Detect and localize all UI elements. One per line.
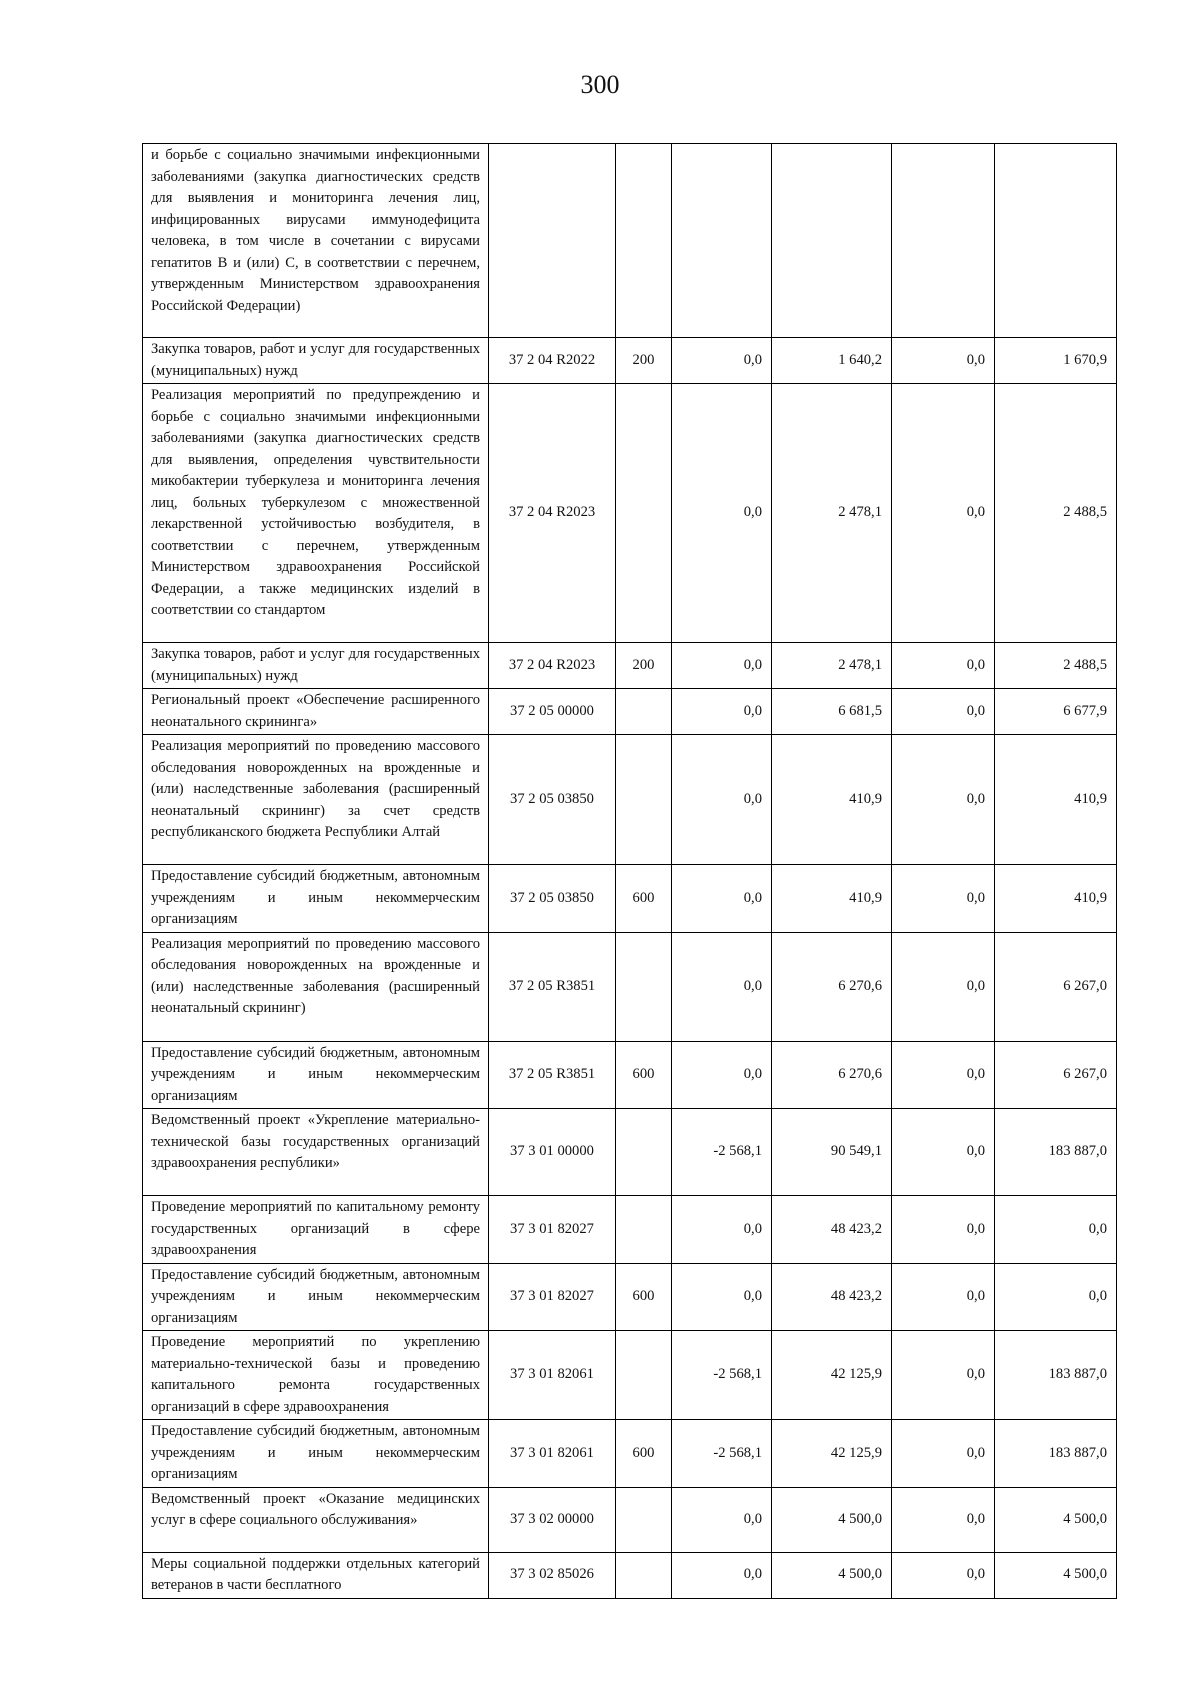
row-code-cell: 37 2 05 R3851 [489, 932, 616, 1041]
row-value-2-cell: 410,9 [772, 735, 892, 865]
table-row [143, 1487, 1117, 1552]
row-code-cell: 37 2 05 03850 [489, 735, 616, 865]
row-name-cell: Проведение мероприятий по капитальному ремонту государственных организаций в сфере здравоохранения [143, 1196, 489, 1264]
row-code-cell: 37 3 01 82027 [489, 1196, 616, 1264]
table-row [143, 689, 1117, 735]
row-value-4-cell: 1 670,9 [995, 338, 1117, 384]
row-code-cell: 37 2 04 R2023 [489, 643, 616, 689]
row-value-4-cell [995, 144, 1117, 338]
row-value-4-cell: 183 887,0 [995, 1109, 1117, 1196]
row-value-1-cell [672, 144, 772, 338]
row-value-4-cell: 4 500,0 [995, 1487, 1117, 1552]
row-code-cell: 37 2 05 03850 [489, 865, 616, 933]
row-value-3-cell: 0,0 [892, 1041, 995, 1109]
row-value-4-cell: 183 887,0 [995, 1331, 1117, 1420]
row-value-2-cell: 42 125,9 [772, 1420, 892, 1488]
row-value-2-cell: 90 549,1 [772, 1109, 892, 1196]
row-value-4-cell: 2 488,5 [995, 384, 1117, 643]
row-expense-type-cell [616, 1552, 672, 1598]
row-value-2-cell: 48 423,2 [772, 1263, 892, 1331]
row-value-4-cell: 6 267,0 [995, 932, 1117, 1041]
table-row [143, 1196, 1117, 1264]
table-row [143, 865, 1117, 933]
table-row [143, 643, 1117, 689]
row-value-3-cell: 0,0 [892, 735, 995, 865]
row-value-3-cell: 0,0 [892, 1552, 995, 1598]
row-value-1-cell: 0,0 [672, 1263, 772, 1331]
row-name-cell: Ведомственный проект «Укрепление материально-технической базы государственных организаций здравоохранения республики» [143, 1109, 489, 1196]
row-expense-type-cell: 600 [616, 1041, 672, 1109]
row-name-cell: Предоставление субсидий бюджетным, автономным учреждениям и иным некоммерческим организациям [143, 1263, 489, 1331]
row-value-3-cell [892, 144, 995, 338]
row-expense-type-cell [616, 384, 672, 643]
table-row [143, 735, 1117, 865]
row-name-cell: Ведомственный проект «Оказание медицинских услуг в сфере социального обслуживания» [143, 1487, 489, 1552]
row-name-cell: Региональный проект «Обеспечение расширенного неонатального скрининга» [143, 689, 489, 735]
row-value-4-cell: 6 677,9 [995, 689, 1117, 735]
row-value-1-cell: 0,0 [672, 932, 772, 1041]
row-code-cell [489, 144, 616, 338]
table-row [143, 338, 1117, 384]
row-value-4-cell: 2 488,5 [995, 643, 1117, 689]
row-expense-type-cell [616, 1196, 672, 1264]
row-value-4-cell: 183 887,0 [995, 1420, 1117, 1488]
row-code-cell: 37 3 01 00000 [489, 1109, 616, 1196]
row-expense-type-cell [616, 735, 672, 865]
row-code-cell: 37 3 02 85026 [489, 1552, 616, 1598]
row-value-1-cell: 0,0 [672, 865, 772, 933]
row-name-cell: и борьбе с социально значимыми инфекционными заболеваниями (закупка диагностических средств для выявления и мониторинга лечения лиц, инфицированных вирусами иммунодефицита человека, в том числе в сочетании с вирусами гепатитов B и (или) C, в соответствии с перечнем, утвержденным Министерством здравоохранения Российской Федерации) [143, 144, 489, 338]
table-row [143, 932, 1117, 1041]
table-row [143, 1420, 1117, 1488]
row-code-cell: 37 2 04 R2022 [489, 338, 616, 384]
table-row [143, 144, 1117, 338]
row-expense-type-cell [616, 1487, 672, 1552]
row-value-3-cell: 0,0 [892, 643, 995, 689]
row-code-cell: 37 3 01 82027 [489, 1263, 616, 1331]
row-value-4-cell: 0,0 [995, 1263, 1117, 1331]
row-value-2-cell: 2 478,1 [772, 643, 892, 689]
row-name-cell: Предоставление субсидий бюджетным, автономным учреждениям и иным некоммерческим организациям [143, 1420, 489, 1488]
row-code-cell: 37 2 05 R3851 [489, 1041, 616, 1109]
row-code-cell: 37 3 02 00000 [489, 1487, 616, 1552]
row-value-2-cell: 6 681,5 [772, 689, 892, 735]
row-value-4-cell: 410,9 [995, 865, 1117, 933]
row-name-cell: Проведение мероприятий по укреплению материально-технической базы и проведению капитального ремонта государственных организаций в сфере здравоохранения [143, 1331, 489, 1420]
row-name-cell: Предоставление субсидий бюджетным, автономным учреждениям и иным некоммерческим организациям [143, 865, 489, 933]
row-name-cell: Предоставление субсидий бюджетным, автономным учреждениям и иным некоммерческим организациям [143, 1041, 489, 1109]
budget-table-body [143, 144, 1117, 1599]
table-row [143, 1552, 1117, 1598]
row-value-1-cell: -2 568,1 [672, 1420, 772, 1488]
table-row [143, 1263, 1117, 1331]
row-value-1-cell: 0,0 [672, 643, 772, 689]
row-value-3-cell: 0,0 [892, 338, 995, 384]
row-value-2-cell: 2 478,1 [772, 384, 892, 643]
row-code-cell: 37 3 01 82061 [489, 1420, 616, 1488]
page-number: 300 [580, 70, 620, 99]
row-expense-type-cell: 600 [616, 1420, 672, 1488]
row-value-3-cell: 0,0 [892, 384, 995, 643]
row-value-3-cell: 0,0 [892, 1331, 995, 1420]
row-expense-type-cell [616, 689, 672, 735]
row-value-4-cell: 410,9 [995, 735, 1117, 865]
row-value-3-cell: 0,0 [892, 1109, 995, 1196]
row-value-2-cell: 6 270,6 [772, 932, 892, 1041]
row-value-4-cell: 0,0 [995, 1196, 1117, 1264]
row-value-3-cell: 0,0 [892, 1196, 995, 1264]
row-code-cell: 37 2 05 00000 [489, 689, 616, 735]
row-value-2-cell: 42 125,9 [772, 1331, 892, 1420]
table-row [143, 1041, 1117, 1109]
row-code-cell: 37 2 04 R2023 [489, 384, 616, 643]
row-expense-type-cell: 200 [616, 643, 672, 689]
row-value-1-cell: 0,0 [672, 338, 772, 384]
row-expense-type-cell: 200 [616, 338, 672, 384]
row-name-cell: Меры социальной поддержки отдельных категорий ветеранов в части бесплатного [143, 1552, 489, 1598]
row-expense-type-cell: 600 [616, 865, 672, 933]
row-value-3-cell: 0,0 [892, 1487, 995, 1552]
row-value-1-cell: 0,0 [672, 1041, 772, 1109]
row-value-2-cell [772, 144, 892, 338]
row-value-3-cell: 0,0 [892, 932, 995, 1041]
row-expense-type-cell [616, 144, 672, 338]
row-value-2-cell: 410,9 [772, 865, 892, 933]
row-value-1-cell: -2 568,1 [672, 1331, 772, 1420]
table-row [143, 384, 1117, 643]
row-expense-type-cell: 600 [616, 1263, 672, 1331]
row-value-1-cell: 0,0 [672, 1487, 772, 1552]
row-value-4-cell: 6 267,0 [995, 1041, 1117, 1109]
row-name-cell: Закупка товаров, работ и услуг для государственных (муниципальных) нужд [143, 643, 489, 689]
row-value-1-cell: 0,0 [672, 384, 772, 643]
row-value-3-cell: 0,0 [892, 1420, 995, 1488]
row-code-cell: 37 3 01 82061 [489, 1331, 616, 1420]
budget-table [142, 143, 1117, 1599]
row-value-1-cell: 0,0 [672, 1196, 772, 1264]
row-value-1-cell: 0,0 [672, 689, 772, 735]
row-value-4-cell: 4 500,0 [995, 1552, 1117, 1598]
row-value-1-cell: -2 568,1 [672, 1109, 772, 1196]
row-expense-type-cell [616, 932, 672, 1041]
row-value-2-cell: 6 270,6 [772, 1041, 892, 1109]
row-name-cell: Закупка товаров, работ и услуг для государственных (муниципальных) нужд [143, 338, 489, 384]
row-name-cell: Реализация мероприятий по проведению массового обследования новорожденных на врожденные и (или) наследственные заболевания (расширенный неонатальный скрининг) за счет средств республиканского бюджета Республики Алтай [143, 735, 489, 865]
row-value-2-cell: 48 423,2 [772, 1196, 892, 1264]
row-value-2-cell: 4 500,0 [772, 1487, 892, 1552]
row-value-1-cell: 0,0 [672, 1552, 772, 1598]
table-row [143, 1331, 1117, 1420]
row-value-2-cell: 1 640,2 [772, 338, 892, 384]
row-value-1-cell: 0,0 [672, 735, 772, 865]
row-value-2-cell: 4 500,0 [772, 1552, 892, 1598]
row-value-3-cell: 0,0 [892, 689, 995, 735]
table-row [143, 1109, 1117, 1196]
row-expense-type-cell [616, 1331, 672, 1420]
row-value-3-cell: 0,0 [892, 1263, 995, 1331]
row-name-cell: Реализация мероприятий по предупреждению и борьбе с социально значимыми инфекционными заболеваниями (закупка диагностических средств для выявления, определения чувствительности микобактерии туберкулеза и мониторинга лечения лиц, больных туберкулезом с множественной лекарственной устойчивостью возбудителя, в соответствии с перечнем, утвержденным Министерством здравоохранения Российской Федерации, а также медицинских изделий в соответствии со стандартом [143, 384, 489, 643]
row-value-3-cell: 0,0 [892, 865, 995, 933]
row-expense-type-cell [616, 1109, 672, 1196]
row-name-cell: Реализация мероприятий по проведению массового обследования новорожденных на врожденные и (или) наследственные заболевания (расширенный неонатальный скрининг) [143, 932, 489, 1041]
